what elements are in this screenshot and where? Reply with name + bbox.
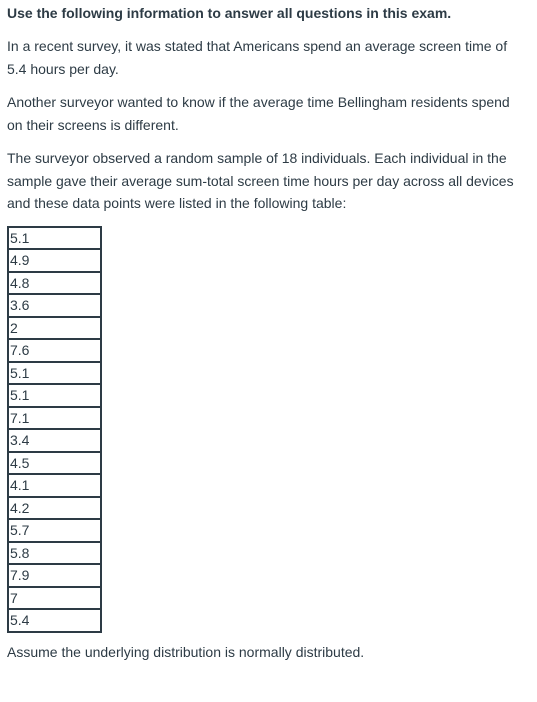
exam-instructions xyxy=(7,2,529,663)
table-cell: 5.1 xyxy=(8,384,101,407)
survey-statement: In a recent survey, it was stated that Americans spend an average screen time of 5.4 hours per day. xyxy=(7,38,508,77)
table-row xyxy=(8,609,101,632)
table-row xyxy=(8,339,101,362)
table-row xyxy=(8,249,101,272)
table-row xyxy=(8,362,101,385)
instructions-heading: Use the following information to answer all questions in this exam. xyxy=(7,5,452,21)
table-row xyxy=(8,474,101,497)
table-row xyxy=(8,587,101,610)
table-cell: 5.1 xyxy=(8,362,101,385)
screen-time-table xyxy=(7,226,102,633)
distribution-assumption: Assume the underlying distribution is normally distributed. xyxy=(7,643,365,660)
table-row xyxy=(8,429,101,452)
table-cell: 4.8 xyxy=(8,272,101,295)
table-cell: 7.1 xyxy=(8,407,101,430)
table-row xyxy=(8,542,101,565)
table-cell: 3.4 xyxy=(8,429,101,452)
sample-description: The surveyor observed a random sample of 18 individuals. Each individual in the sample gave their average sum-total screen time hours per day across all devices and these data points were listed in the following table: xyxy=(7,150,514,211)
table-cell: 4.5 xyxy=(8,452,101,475)
table-cell: 4.1 xyxy=(8,474,101,497)
table-row xyxy=(8,384,101,407)
screen-time-table-body xyxy=(8,227,101,632)
table-row xyxy=(8,497,101,520)
table-cell: 5.8 xyxy=(8,542,101,565)
table-row xyxy=(8,564,101,587)
table-cell: 3.6 xyxy=(8,294,101,317)
table-cell: 2 xyxy=(8,317,101,340)
table-row xyxy=(8,519,101,542)
surveyor-question: Another surveyor wanted to know if the average time Bellingham residents spend on their screens is different. xyxy=(7,94,510,133)
table-cell: 5.1 xyxy=(8,227,101,250)
table-row xyxy=(8,294,101,317)
table-cell: 4.9 xyxy=(8,249,101,272)
table-cell: 5.7 xyxy=(8,519,101,542)
table-row xyxy=(8,317,101,340)
table-cell: 7 xyxy=(8,587,101,610)
table-cell: 4.2 xyxy=(8,497,101,520)
table-cell: 7.6 xyxy=(8,339,101,362)
table-row xyxy=(8,452,101,475)
table-cell: 7.9 xyxy=(8,564,101,587)
table-row xyxy=(8,227,101,250)
table-row xyxy=(8,407,101,430)
table-row xyxy=(8,272,101,295)
table-cell: 5.4 xyxy=(8,609,101,632)
